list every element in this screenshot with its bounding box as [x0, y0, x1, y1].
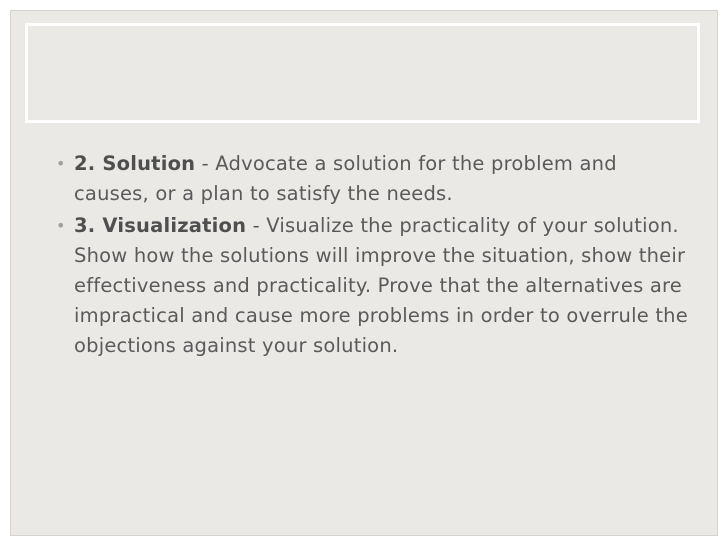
bullet-item-solution — [56, 149, 696, 209]
bullet-term: 3. Visualization — [74, 214, 247, 237]
title-placeholder — [25, 23, 700, 123]
bullet-item-visualization — [56, 211, 696, 361]
bullet-icon: • — [56, 154, 66, 173]
bullet-list — [56, 149, 696, 363]
bullet-icon: • — [56, 216, 66, 235]
bullet-text: - Advocate a solution for the problem and causes, or a plan to satisfy the needs. — [74, 152, 617, 205]
slide — [10, 10, 718, 536]
bullet-term: 2. Solution — [74, 152, 196, 175]
bullet-text: - Visualize the practicality of your solution. Show how the solutions will improve the situation, show their effectiveness and practicality. Prove that the alternatives are impractical and cause more problems in order to overrule the objections against your solution. — [74, 214, 688, 357]
